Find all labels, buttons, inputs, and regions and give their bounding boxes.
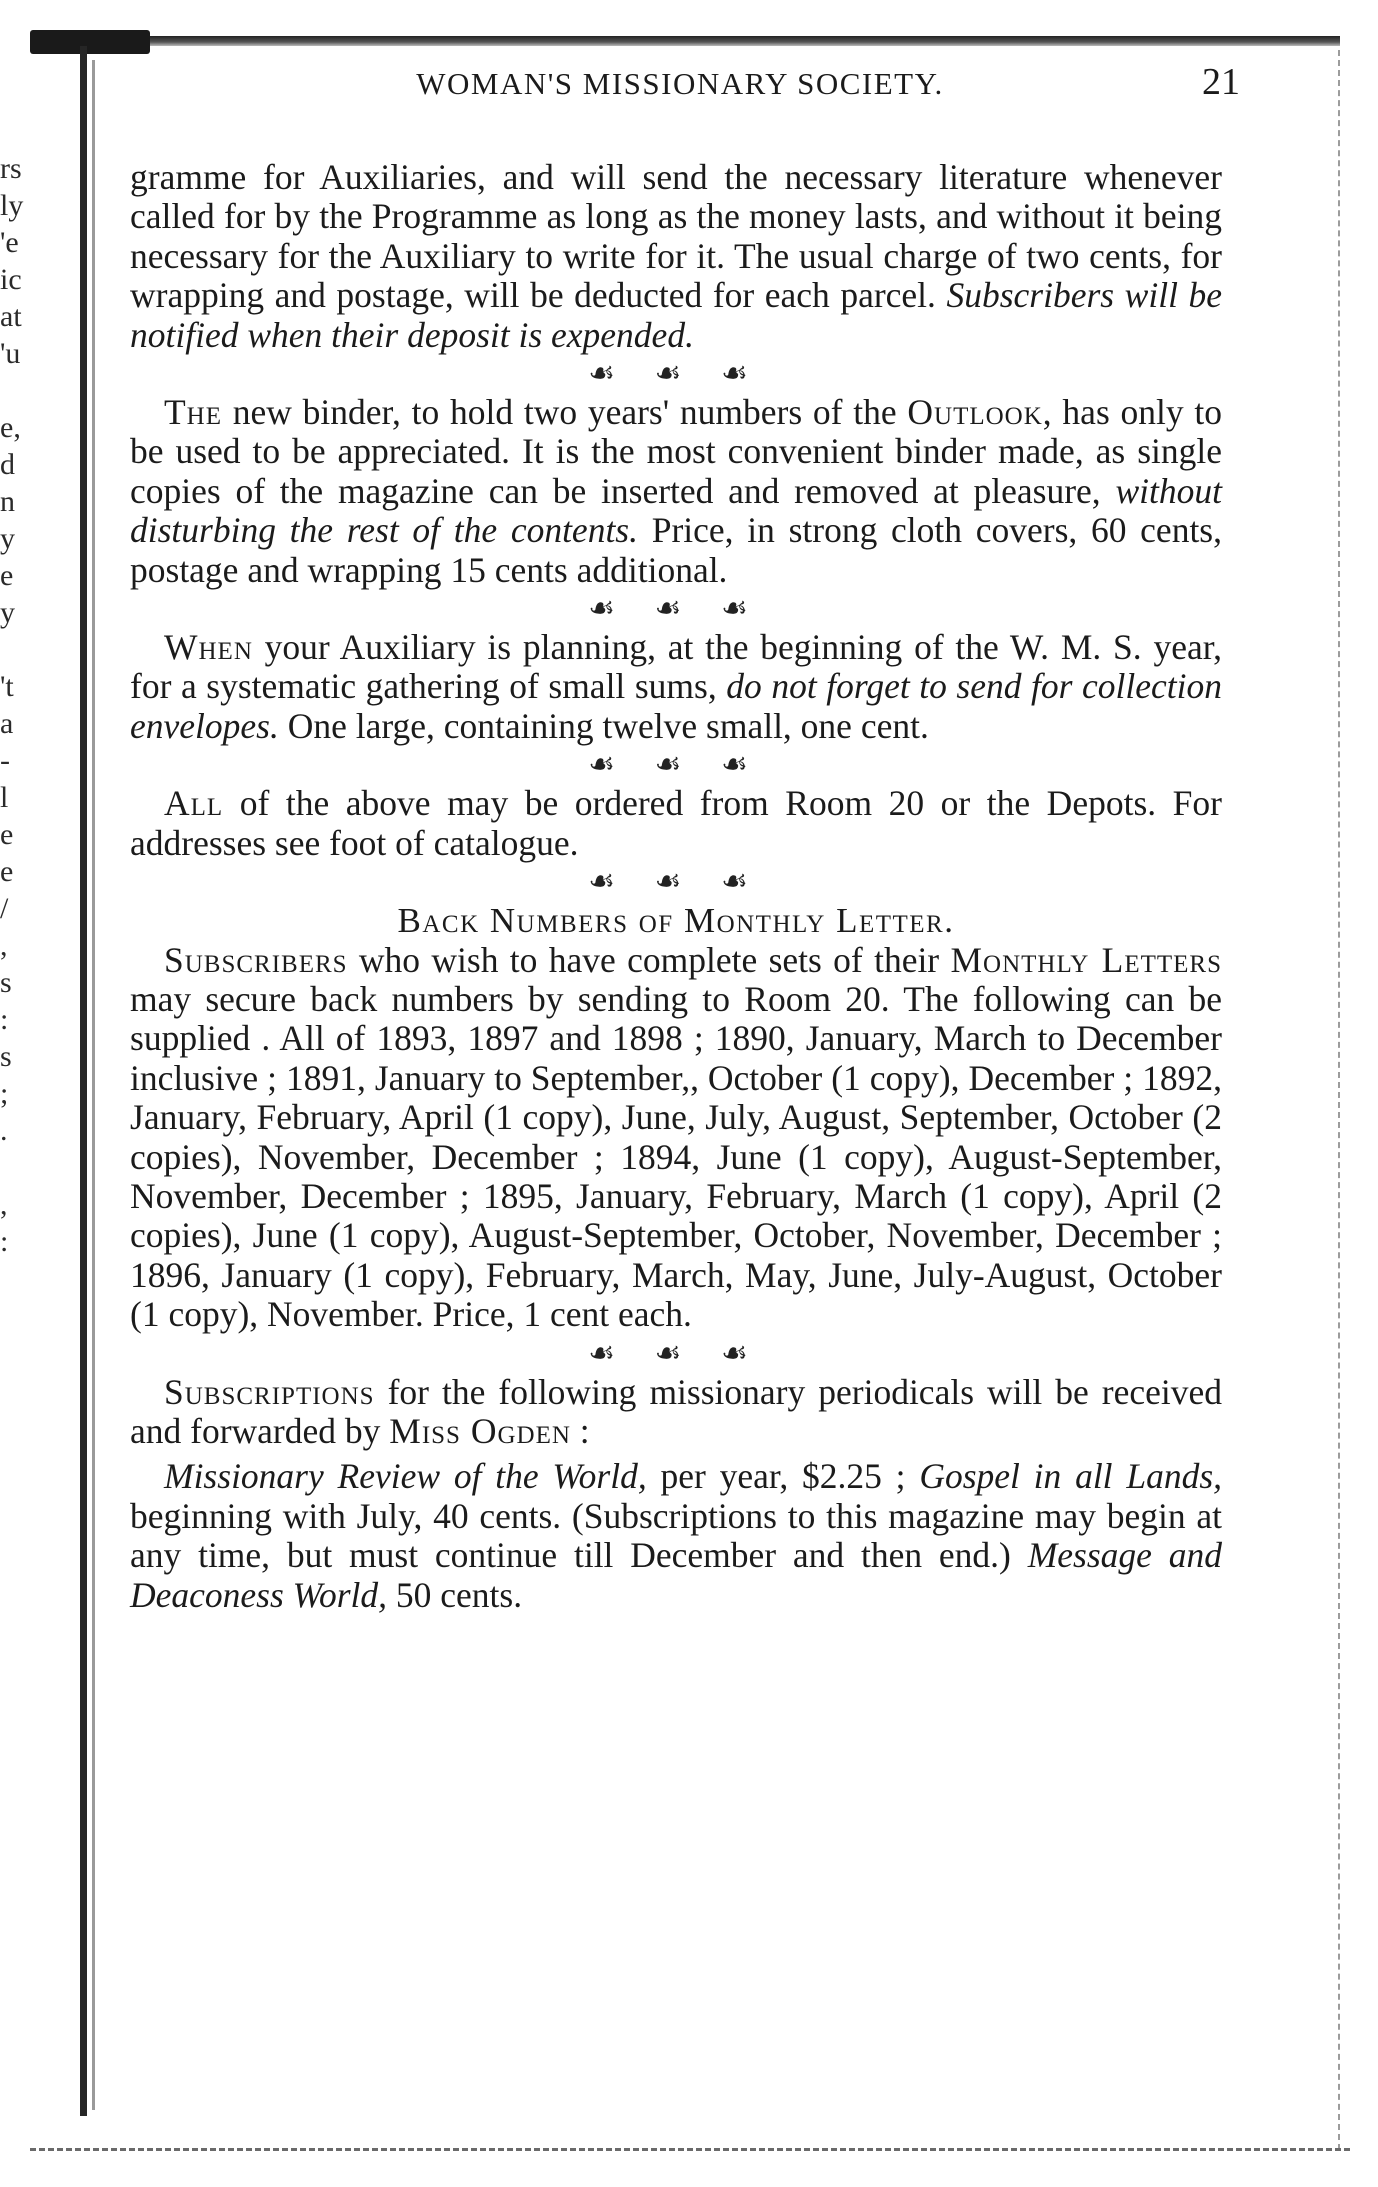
bleed-fragment: y	[0, 596, 15, 629]
bleed-fragment: n	[0, 485, 15, 518]
lead-word: All	[164, 783, 224, 824]
paragraph-text: per year, $2.25 ;	[660, 1456, 906, 1497]
person-name: Miss Ogden	[389, 1410, 571, 1451]
bleed-fragment: s	[0, 966, 12, 999]
bleed-fragment: rs	[0, 152, 22, 185]
page-number: 21	[1202, 61, 1240, 103]
ornament-divider: ☙ ☙ ☙	[588, 1336, 764, 1370]
bleed-fragment: e,	[0, 411, 21, 444]
bleed-fragment	[0, 1149, 60, 1186]
binding-gutter-shadow	[92, 60, 95, 2110]
scan-ink-blot	[30, 30, 150, 54]
publication-name: Monthly Letters	[950, 939, 1222, 980]
paragraph-text: beginning with July, 40 cents. (Subscriptions to this magazine may begin at any time, but must continue till December and then end.)	[130, 1495, 1222, 1576]
lead-word: When	[164, 627, 253, 668]
page-bottom-edge	[30, 2148, 1350, 2151]
paragraph-text: of the above may be ordered from Room 20 or the Depots. For addresses see foot of catalogue.	[130, 783, 1222, 863]
bleed-fragment: e	[0, 855, 14, 888]
italic-text: do not forget to send for collection envelopes.	[130, 666, 1223, 746]
ornament-divider: ☙ ☙ ☙	[588, 748, 764, 782]
bleed-fragment: d	[0, 448, 15, 481]
magazine-name: Outlook	[907, 392, 1043, 433]
bleed-fragment: y	[0, 522, 15, 555]
paragraph-text: , has only to be used to be appreciated. It is the most convenient binder made, as single copies of the magazine can be inserted and removed at pleasure,	[130, 392, 1222, 511]
paragraph-text: who wish to have complete sets of their	[358, 939, 940, 980]
paragraph-text: :	[579, 1410, 590, 1451]
bleed-fragment: e	[0, 559, 14, 592]
bleed-fragment: :	[0, 1225, 9, 1258]
paragraph-text: may secure back numbers by sending to Room 20. The following can be supplied . All of 1893, 1897 and 1898 ; 1890, January, March to December inclusive ; 1891, January to September,, October (1 copy), December ; 1892, January, February, April (1 copy), June, July, August, September, October (2 copies), November, December ; 1894, June (1 copy), August-September, November, December ; 1895, January, February, March (1 copy), April (2 copies), June (1 copy), August-September, October, November, December ; 1896, January (1 copy), February, March, May, June, July-August, October (1 copy), November. Price, 1 cent each.	[130, 978, 1222, 1335]
ornament-divider: ☙ ☙ ☙	[588, 592, 764, 626]
bleed-fragment: -	[0, 744, 10, 777]
paragraph-ordering	[130, 784, 1222, 863]
paragraph-periodicals	[130, 1457, 1222, 1615]
page-right-edge	[1338, 50, 1342, 2150]
paragraph-text: 50 cents.	[395, 1574, 523, 1615]
bleed-fragment: .	[0, 1114, 8, 1147]
running-title: WOMAN'S MISSIONARY SOCIETY.	[416, 66, 944, 101]
bleed-fragment: 'u	[0, 337, 21, 370]
periodical-title: Missionary Review of the World,	[164, 1456, 647, 1497]
paragraph-text: Price, in strong cloth covers, 60 cents, postage and wrapping 15 cents additional.	[130, 510, 1222, 590]
ornament-divider: ☙ ☙ ☙	[588, 865, 764, 899]
periodical-title: Message and Deaconess World,	[130, 1535, 1223, 1615]
bleed-fragment: e	[0, 818, 14, 851]
bleed-fragment	[0, 631, 60, 668]
lead-word: Subscribers	[164, 939, 348, 980]
bleed-fragment: ly	[0, 189, 24, 222]
bleed-fragment: /	[0, 892, 9, 925]
paragraph-subscriptions	[130, 1373, 1222, 1452]
bleed-fragment: 't	[0, 670, 14, 703]
paragraph-programme	[130, 158, 1222, 355]
italic-text: Subscribers will be notified when their deposit is expended.	[130, 275, 1222, 355]
bleed-fragment: l	[0, 781, 9, 814]
paragraph-text: gramme for Auxiliaries, and will send the necessary literature whenever called for by the Programme as long as the money lasts, and without it being necessary for the Auxiliary to write for it. The usual charge of two cents, for wrapping and postage, will be deducted for each parcel.	[130, 157, 1222, 316]
lead-word: The	[164, 392, 223, 433]
lead-word: Subscriptions	[164, 1371, 375, 1412]
paragraph-text: your Auxiliary is planning, at the beginning of the W. M. S. year, for a systematic gathering of small sums,	[130, 627, 1222, 707]
paragraph-text: for the following missionary periodicals will be received and forwarded by	[130, 1371, 1222, 1451]
italic-text: without disturbing the rest of the contents.	[130, 470, 1222, 551]
facing-page-bleed-text	[0, 150, 60, 1260]
ornament-divider: ☙ ☙ ☙	[588, 357, 764, 391]
paragraph-text: One large, containing twelve small, one cent.	[287, 705, 929, 746]
bleed-fragment: :	[0, 1003, 9, 1036]
bleed-fragment	[0, 372, 60, 409]
bleed-fragment: ,	[0, 1188, 8, 1221]
bleed-fragment: at	[0, 300, 22, 333]
paragraph-envelopes	[130, 628, 1222, 746]
paragraph-binder	[130, 393, 1222, 590]
bleed-fragment: 'e	[0, 226, 19, 259]
bleed-fragment: a	[0, 707, 14, 740]
bleed-fragment: s	[0, 1040, 12, 1073]
bleed-fragment: ic	[0, 263, 22, 296]
binding-gutter-line	[80, 46, 87, 2116]
section-heading: Back Numbers of Monthly Letter.	[397, 901, 955, 941]
page-body	[130, 158, 1222, 1615]
periodical-title: Gospel in all Lands,	[919, 1456, 1223, 1497]
paragraph-text: new binder, to hold two years' numbers of the	[232, 392, 897, 433]
bleed-fragment: ,	[0, 929, 8, 962]
scan-top-border	[30, 36, 1340, 46]
bleed-fragment: ;	[0, 1077, 9, 1110]
paragraph-back-numbers	[130, 941, 1222, 1335]
